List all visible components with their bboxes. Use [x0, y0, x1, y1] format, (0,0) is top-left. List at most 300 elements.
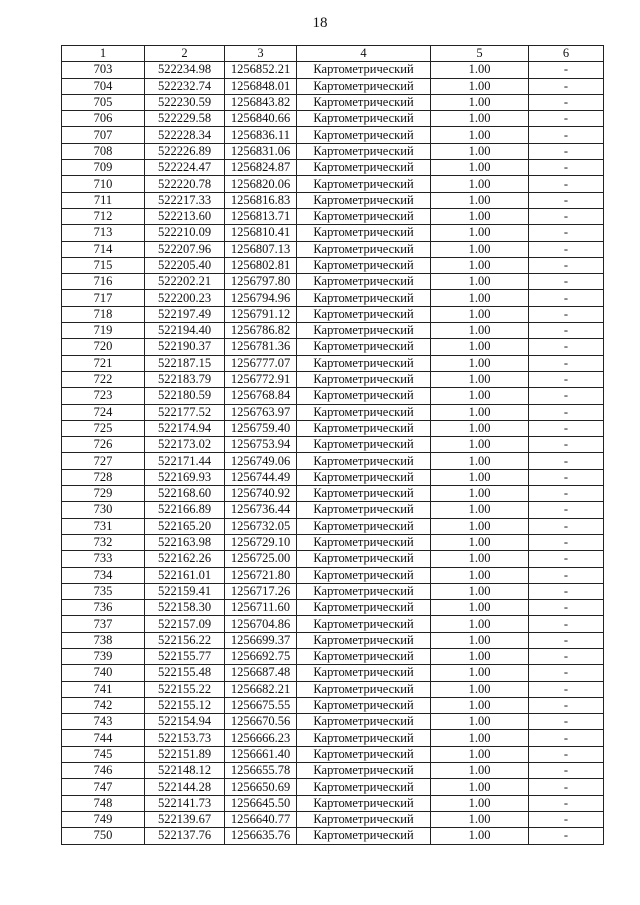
method-cell: Картометрический — [297, 502, 431, 518]
table-row — [62, 208, 604, 224]
x-coordinate-cell: 522210.09 — [145, 225, 225, 241]
table-row — [62, 111, 604, 127]
x-coordinate-cell: 522213.60 — [145, 208, 225, 224]
x-coordinate-cell: 522155.77 — [145, 648, 225, 664]
method-cell: Картометрический — [297, 241, 431, 257]
point-number-cell: 740 — [62, 665, 145, 681]
note-cell: - — [529, 714, 604, 730]
table-row — [62, 355, 604, 371]
note-cell: - — [529, 437, 604, 453]
table-row — [62, 779, 604, 795]
accuracy-cell: 1.00 — [431, 746, 529, 762]
method-cell: Картометрический — [297, 323, 431, 339]
y-coordinate-cell: 1256704.86 — [225, 616, 297, 632]
y-coordinate-cell: 1256824.87 — [225, 160, 297, 176]
note-cell: - — [529, 62, 604, 78]
table-row — [62, 306, 604, 322]
column-header: 1 — [62, 46, 145, 62]
point-number-cell: 722 — [62, 371, 145, 387]
method-cell: Картометрический — [297, 632, 431, 648]
note-cell: - — [529, 388, 604, 404]
point-number-cell: 721 — [62, 355, 145, 371]
x-coordinate-cell: 522194.40 — [145, 323, 225, 339]
x-coordinate-cell: 522177.52 — [145, 404, 225, 420]
method-cell: Картометрический — [297, 62, 431, 78]
y-coordinate-cell: 1256711.60 — [225, 600, 297, 616]
y-coordinate-cell: 1256797.80 — [225, 274, 297, 290]
note-cell: - — [529, 502, 604, 518]
table-row — [62, 534, 604, 550]
accuracy-cell: 1.00 — [431, 241, 529, 257]
y-coordinate-cell: 1256791.12 — [225, 306, 297, 322]
point-number-cell: 729 — [62, 486, 145, 502]
note-cell: - — [529, 160, 604, 176]
note-cell: - — [529, 518, 604, 534]
table-row — [62, 518, 604, 534]
accuracy-cell: 1.00 — [431, 583, 529, 599]
x-coordinate-cell: 522154.94 — [145, 714, 225, 730]
method-cell: Картометрический — [297, 143, 431, 159]
method-cell: Картометрический — [297, 795, 431, 811]
x-coordinate-cell: 522187.15 — [145, 355, 225, 371]
table-row — [62, 241, 604, 257]
y-coordinate-cell: 1256772.91 — [225, 371, 297, 387]
note-cell: - — [529, 371, 604, 387]
x-coordinate-cell: 522224.47 — [145, 160, 225, 176]
x-coordinate-cell: 522232.74 — [145, 78, 225, 94]
accuracy-cell: 1.00 — [431, 551, 529, 567]
note-cell: - — [529, 746, 604, 762]
y-coordinate-cell: 1256732.05 — [225, 518, 297, 534]
accuracy-cell: 1.00 — [431, 502, 529, 518]
point-number-cell: 732 — [62, 534, 145, 550]
note-cell: - — [529, 420, 604, 436]
x-coordinate-cell: 522171.44 — [145, 453, 225, 469]
column-header: 4 — [297, 46, 431, 62]
x-coordinate-cell: 522139.67 — [145, 811, 225, 827]
note-cell: - — [529, 274, 604, 290]
accuracy-cell: 1.00 — [431, 404, 529, 420]
accuracy-cell: 1.00 — [431, 437, 529, 453]
table-row — [62, 665, 604, 681]
note-cell: - — [529, 225, 604, 241]
table-row — [62, 811, 604, 827]
table-row — [62, 404, 604, 420]
method-cell: Картометрический — [297, 828, 431, 844]
note-cell: - — [529, 567, 604, 583]
accuracy-cell: 1.00 — [431, 714, 529, 730]
table-row — [62, 274, 604, 290]
y-coordinate-cell: 1256777.07 — [225, 355, 297, 371]
note-cell: - — [529, 404, 604, 420]
x-coordinate-cell: 522228.34 — [145, 127, 225, 143]
x-coordinate-cell: 522161.01 — [145, 567, 225, 583]
point-number-cell: 707 — [62, 127, 145, 143]
note-cell: - — [529, 779, 604, 795]
note-cell: - — [529, 795, 604, 811]
point-number-cell: 728 — [62, 469, 145, 485]
table-row — [62, 567, 604, 583]
note-cell: - — [529, 616, 604, 632]
column-header: 3 — [225, 46, 297, 62]
x-coordinate-cell: 522197.49 — [145, 306, 225, 322]
point-number-cell: 719 — [62, 323, 145, 339]
point-number-cell: 750 — [62, 828, 145, 844]
point-number-cell: 737 — [62, 616, 145, 632]
point-number-cell: 741 — [62, 681, 145, 697]
y-coordinate-cell: 1256820.06 — [225, 176, 297, 192]
y-coordinate-cell: 1256768.84 — [225, 388, 297, 404]
accuracy-cell: 1.00 — [431, 779, 529, 795]
table-row — [62, 78, 604, 94]
note-cell: - — [529, 534, 604, 550]
table-row — [62, 62, 604, 78]
point-number-cell: 706 — [62, 111, 145, 127]
accuracy-cell: 1.00 — [431, 632, 529, 648]
note-cell: - — [529, 339, 604, 355]
accuracy-cell: 1.00 — [431, 469, 529, 485]
table-row — [62, 388, 604, 404]
accuracy-cell: 1.00 — [431, 795, 529, 811]
page-number: 18 — [312, 15, 328, 31]
note-cell: - — [529, 192, 604, 208]
point-number-cell: 714 — [62, 241, 145, 257]
x-coordinate-cell: 522207.96 — [145, 241, 225, 257]
table-row — [62, 600, 604, 616]
table-row — [62, 551, 604, 567]
method-cell: Картометрический — [297, 290, 431, 306]
table-row — [62, 502, 604, 518]
y-coordinate-cell: 1256635.76 — [225, 828, 297, 844]
accuracy-cell: 1.00 — [431, 78, 529, 94]
note-cell: - — [529, 208, 604, 224]
x-coordinate-cell: 522165.20 — [145, 518, 225, 534]
y-coordinate-cell: 1256749.06 — [225, 453, 297, 469]
note-cell: - — [529, 306, 604, 322]
note-cell: - — [529, 551, 604, 567]
accuracy-cell: 1.00 — [431, 534, 529, 550]
y-coordinate-cell: 1256645.50 — [225, 795, 297, 811]
table-row — [62, 420, 604, 436]
method-cell: Картометрический — [297, 616, 431, 632]
y-coordinate-cell: 1256753.94 — [225, 437, 297, 453]
method-cell: Картометрический — [297, 518, 431, 534]
note-cell: - — [529, 632, 604, 648]
table-row — [62, 192, 604, 208]
accuracy-cell: 1.00 — [431, 828, 529, 844]
table-row — [62, 160, 604, 176]
point-number-cell: 718 — [62, 306, 145, 322]
y-coordinate-cell: 1256781.36 — [225, 339, 297, 355]
y-coordinate-cell: 1256682.21 — [225, 681, 297, 697]
method-cell: Картометрический — [297, 486, 431, 502]
point-number-cell: 724 — [62, 404, 145, 420]
table-row — [62, 648, 604, 664]
accuracy-cell: 1.00 — [431, 306, 529, 322]
table-row — [62, 176, 604, 192]
point-number-cell: 734 — [62, 567, 145, 583]
method-cell: Картометрический — [297, 111, 431, 127]
y-coordinate-cell: 1256831.06 — [225, 143, 297, 159]
table-row — [62, 616, 604, 632]
accuracy-cell: 1.00 — [431, 648, 529, 664]
method-cell: Картометрический — [297, 404, 431, 420]
accuracy-cell: 1.00 — [431, 274, 529, 290]
note-cell: - — [529, 355, 604, 371]
point-number-cell: 731 — [62, 518, 145, 534]
method-cell: Картометрический — [297, 437, 431, 453]
y-coordinate-cell: 1256852.21 — [225, 62, 297, 78]
accuracy-cell: 1.00 — [431, 62, 529, 78]
x-coordinate-cell: 522180.59 — [145, 388, 225, 404]
accuracy-cell: 1.00 — [431, 763, 529, 779]
note-cell: - — [529, 730, 604, 746]
accuracy-cell: 1.00 — [431, 323, 529, 339]
point-number-cell: 711 — [62, 192, 145, 208]
accuracy-cell: 1.00 — [431, 143, 529, 159]
y-coordinate-cell: 1256786.82 — [225, 323, 297, 339]
method-cell: Картометрический — [297, 388, 431, 404]
x-coordinate-cell: 522144.28 — [145, 779, 225, 795]
note-cell: - — [529, 583, 604, 599]
column-header: 2 — [145, 46, 225, 62]
note-cell: - — [529, 78, 604, 94]
note-cell: - — [529, 763, 604, 779]
table-row — [62, 371, 604, 387]
method-cell: Картометрический — [297, 160, 431, 176]
y-coordinate-cell: 1256836.11 — [225, 127, 297, 143]
x-coordinate-cell: 522190.37 — [145, 339, 225, 355]
y-coordinate-cell: 1256692.75 — [225, 648, 297, 664]
point-number-cell: 705 — [62, 94, 145, 110]
note-cell: - — [529, 290, 604, 306]
method-cell: Картометрический — [297, 551, 431, 567]
accuracy-cell: 1.00 — [431, 730, 529, 746]
accuracy-cell: 1.00 — [431, 339, 529, 355]
point-number-cell: 739 — [62, 648, 145, 664]
note-cell: - — [529, 697, 604, 713]
x-coordinate-cell: 522156.22 — [145, 632, 225, 648]
point-number-cell: 747 — [62, 779, 145, 795]
x-coordinate-cell: 522217.33 — [145, 192, 225, 208]
x-coordinate-cell: 522158.30 — [145, 600, 225, 616]
y-coordinate-cell: 1256813.71 — [225, 208, 297, 224]
accuracy-cell: 1.00 — [431, 225, 529, 241]
x-coordinate-cell: 522205.40 — [145, 257, 225, 273]
table-row — [62, 681, 604, 697]
method-cell: Картометрический — [297, 78, 431, 94]
point-number-cell: 703 — [62, 62, 145, 78]
note-cell: - — [529, 811, 604, 827]
note-cell: - — [529, 828, 604, 844]
accuracy-cell: 1.00 — [431, 192, 529, 208]
point-number-cell: 746 — [62, 763, 145, 779]
accuracy-cell: 1.00 — [431, 567, 529, 583]
x-coordinate-cell: 522163.98 — [145, 534, 225, 550]
point-number-cell: 704 — [62, 78, 145, 94]
y-coordinate-cell: 1256717.26 — [225, 583, 297, 599]
y-coordinate-cell: 1256655.78 — [225, 763, 297, 779]
accuracy-cell: 1.00 — [431, 371, 529, 387]
y-coordinate-cell: 1256740.92 — [225, 486, 297, 502]
y-coordinate-cell: 1256848.01 — [225, 78, 297, 94]
method-cell: Картометрический — [297, 469, 431, 485]
table-row — [62, 143, 604, 159]
x-coordinate-cell: 522226.89 — [145, 143, 225, 159]
point-number-cell: 744 — [62, 730, 145, 746]
y-coordinate-cell: 1256687.48 — [225, 665, 297, 681]
accuracy-cell: 1.00 — [431, 176, 529, 192]
point-number-cell: 709 — [62, 160, 145, 176]
table-row — [62, 697, 604, 713]
coordinates-table — [61, 45, 604, 845]
y-coordinate-cell: 1256699.37 — [225, 632, 297, 648]
table-row — [62, 339, 604, 355]
y-coordinate-cell: 1256725.00 — [225, 551, 297, 567]
table-row — [62, 290, 604, 306]
x-coordinate-cell: 522159.41 — [145, 583, 225, 599]
point-number-cell: 720 — [62, 339, 145, 355]
table-row — [62, 795, 604, 811]
y-coordinate-cell: 1256661.40 — [225, 746, 297, 762]
method-cell: Картометрический — [297, 648, 431, 664]
x-coordinate-cell: 522230.59 — [145, 94, 225, 110]
method-cell: Картометрический — [297, 355, 431, 371]
table-row — [62, 469, 604, 485]
method-cell: Картометрический — [297, 763, 431, 779]
point-number-cell: 733 — [62, 551, 145, 567]
x-coordinate-cell: 522229.58 — [145, 111, 225, 127]
method-cell: Картометрический — [297, 339, 431, 355]
note-cell: - — [529, 453, 604, 469]
x-coordinate-cell: 522174.94 — [145, 420, 225, 436]
column-header: 6 — [529, 46, 604, 62]
y-coordinate-cell: 1256816.83 — [225, 192, 297, 208]
y-coordinate-cell: 1256721.80 — [225, 567, 297, 583]
accuracy-cell: 1.00 — [431, 290, 529, 306]
accuracy-cell: 1.00 — [431, 160, 529, 176]
method-cell: Картометрический — [297, 274, 431, 290]
x-coordinate-cell: 522153.73 — [145, 730, 225, 746]
method-cell: Картометрический — [297, 306, 431, 322]
method-cell: Картометрический — [297, 567, 431, 583]
note-cell: - — [529, 127, 604, 143]
method-cell: Картометрический — [297, 453, 431, 469]
method-cell: Картометрический — [297, 714, 431, 730]
x-coordinate-cell: 522155.48 — [145, 665, 225, 681]
point-number-cell: 713 — [62, 225, 145, 241]
point-number-cell: 742 — [62, 697, 145, 713]
y-coordinate-cell: 1256729.10 — [225, 534, 297, 550]
y-coordinate-cell: 1256650.69 — [225, 779, 297, 795]
table-row — [62, 323, 604, 339]
method-cell: Картометрический — [297, 681, 431, 697]
y-coordinate-cell: 1256759.40 — [225, 420, 297, 436]
point-number-cell: 725 — [62, 420, 145, 436]
note-cell: - — [529, 665, 604, 681]
accuracy-cell: 1.00 — [431, 127, 529, 143]
accuracy-cell: 1.00 — [431, 355, 529, 371]
point-number-cell: 716 — [62, 274, 145, 290]
point-number-cell: 743 — [62, 714, 145, 730]
accuracy-cell: 1.00 — [431, 600, 529, 616]
point-number-cell: 730 — [62, 502, 145, 518]
accuracy-cell: 1.00 — [431, 811, 529, 827]
accuracy-cell: 1.00 — [431, 420, 529, 436]
accuracy-cell: 1.00 — [431, 486, 529, 502]
x-coordinate-cell: 522157.09 — [145, 616, 225, 632]
method-cell: Картометрический — [297, 746, 431, 762]
method-cell: Картометрический — [297, 730, 431, 746]
point-number-cell: 736 — [62, 600, 145, 616]
x-coordinate-cell: 522168.60 — [145, 486, 225, 502]
point-number-cell: 710 — [62, 176, 145, 192]
y-coordinate-cell: 1256763.97 — [225, 404, 297, 420]
method-cell: Картометрический — [297, 127, 431, 143]
method-cell: Картометрический — [297, 665, 431, 681]
accuracy-cell: 1.00 — [431, 257, 529, 273]
point-number-cell: 708 — [62, 143, 145, 159]
header-row — [62, 46, 604, 62]
method-cell: Картометрический — [297, 811, 431, 827]
accuracy-cell: 1.00 — [431, 697, 529, 713]
column-header: 5 — [431, 46, 529, 62]
y-coordinate-cell: 1256640.77 — [225, 811, 297, 827]
x-coordinate-cell: 522183.79 — [145, 371, 225, 387]
accuracy-cell: 1.00 — [431, 453, 529, 469]
point-number-cell: 726 — [62, 437, 145, 453]
note-cell: - — [529, 143, 604, 159]
note-cell: - — [529, 681, 604, 697]
point-number-cell: 715 — [62, 257, 145, 273]
method-cell: Картометрический — [297, 371, 431, 387]
note-cell: - — [529, 241, 604, 257]
x-coordinate-cell: 522137.76 — [145, 828, 225, 844]
table-row — [62, 632, 604, 648]
table-row — [62, 257, 604, 273]
point-number-cell: 712 — [62, 208, 145, 224]
y-coordinate-cell: 1256840.66 — [225, 111, 297, 127]
y-coordinate-cell: 1256736.44 — [225, 502, 297, 518]
point-number-cell: 717 — [62, 290, 145, 306]
note-cell: - — [529, 486, 604, 502]
x-coordinate-cell: 522202.21 — [145, 274, 225, 290]
x-coordinate-cell: 522234.98 — [145, 62, 225, 78]
note-cell: - — [529, 469, 604, 485]
note-cell: - — [529, 323, 604, 339]
x-coordinate-cell: 522173.02 — [145, 437, 225, 453]
x-coordinate-cell: 522162.26 — [145, 551, 225, 567]
note-cell: - — [529, 648, 604, 664]
point-number-cell: 735 — [62, 583, 145, 599]
table-row — [62, 437, 604, 453]
table-row — [62, 127, 604, 143]
note-cell: - — [529, 600, 604, 616]
method-cell: Картометрический — [297, 779, 431, 795]
table-row — [62, 94, 604, 110]
method-cell: Картометрический — [297, 225, 431, 241]
y-coordinate-cell: 1256666.23 — [225, 730, 297, 746]
accuracy-cell: 1.00 — [431, 208, 529, 224]
method-cell: Картометрический — [297, 176, 431, 192]
y-coordinate-cell: 1256802.81 — [225, 257, 297, 273]
table-row — [62, 763, 604, 779]
method-cell: Картометрический — [297, 697, 431, 713]
x-coordinate-cell: 522155.22 — [145, 681, 225, 697]
method-cell: Картометрический — [297, 94, 431, 110]
point-number-cell: 738 — [62, 632, 145, 648]
accuracy-cell: 1.00 — [431, 518, 529, 534]
